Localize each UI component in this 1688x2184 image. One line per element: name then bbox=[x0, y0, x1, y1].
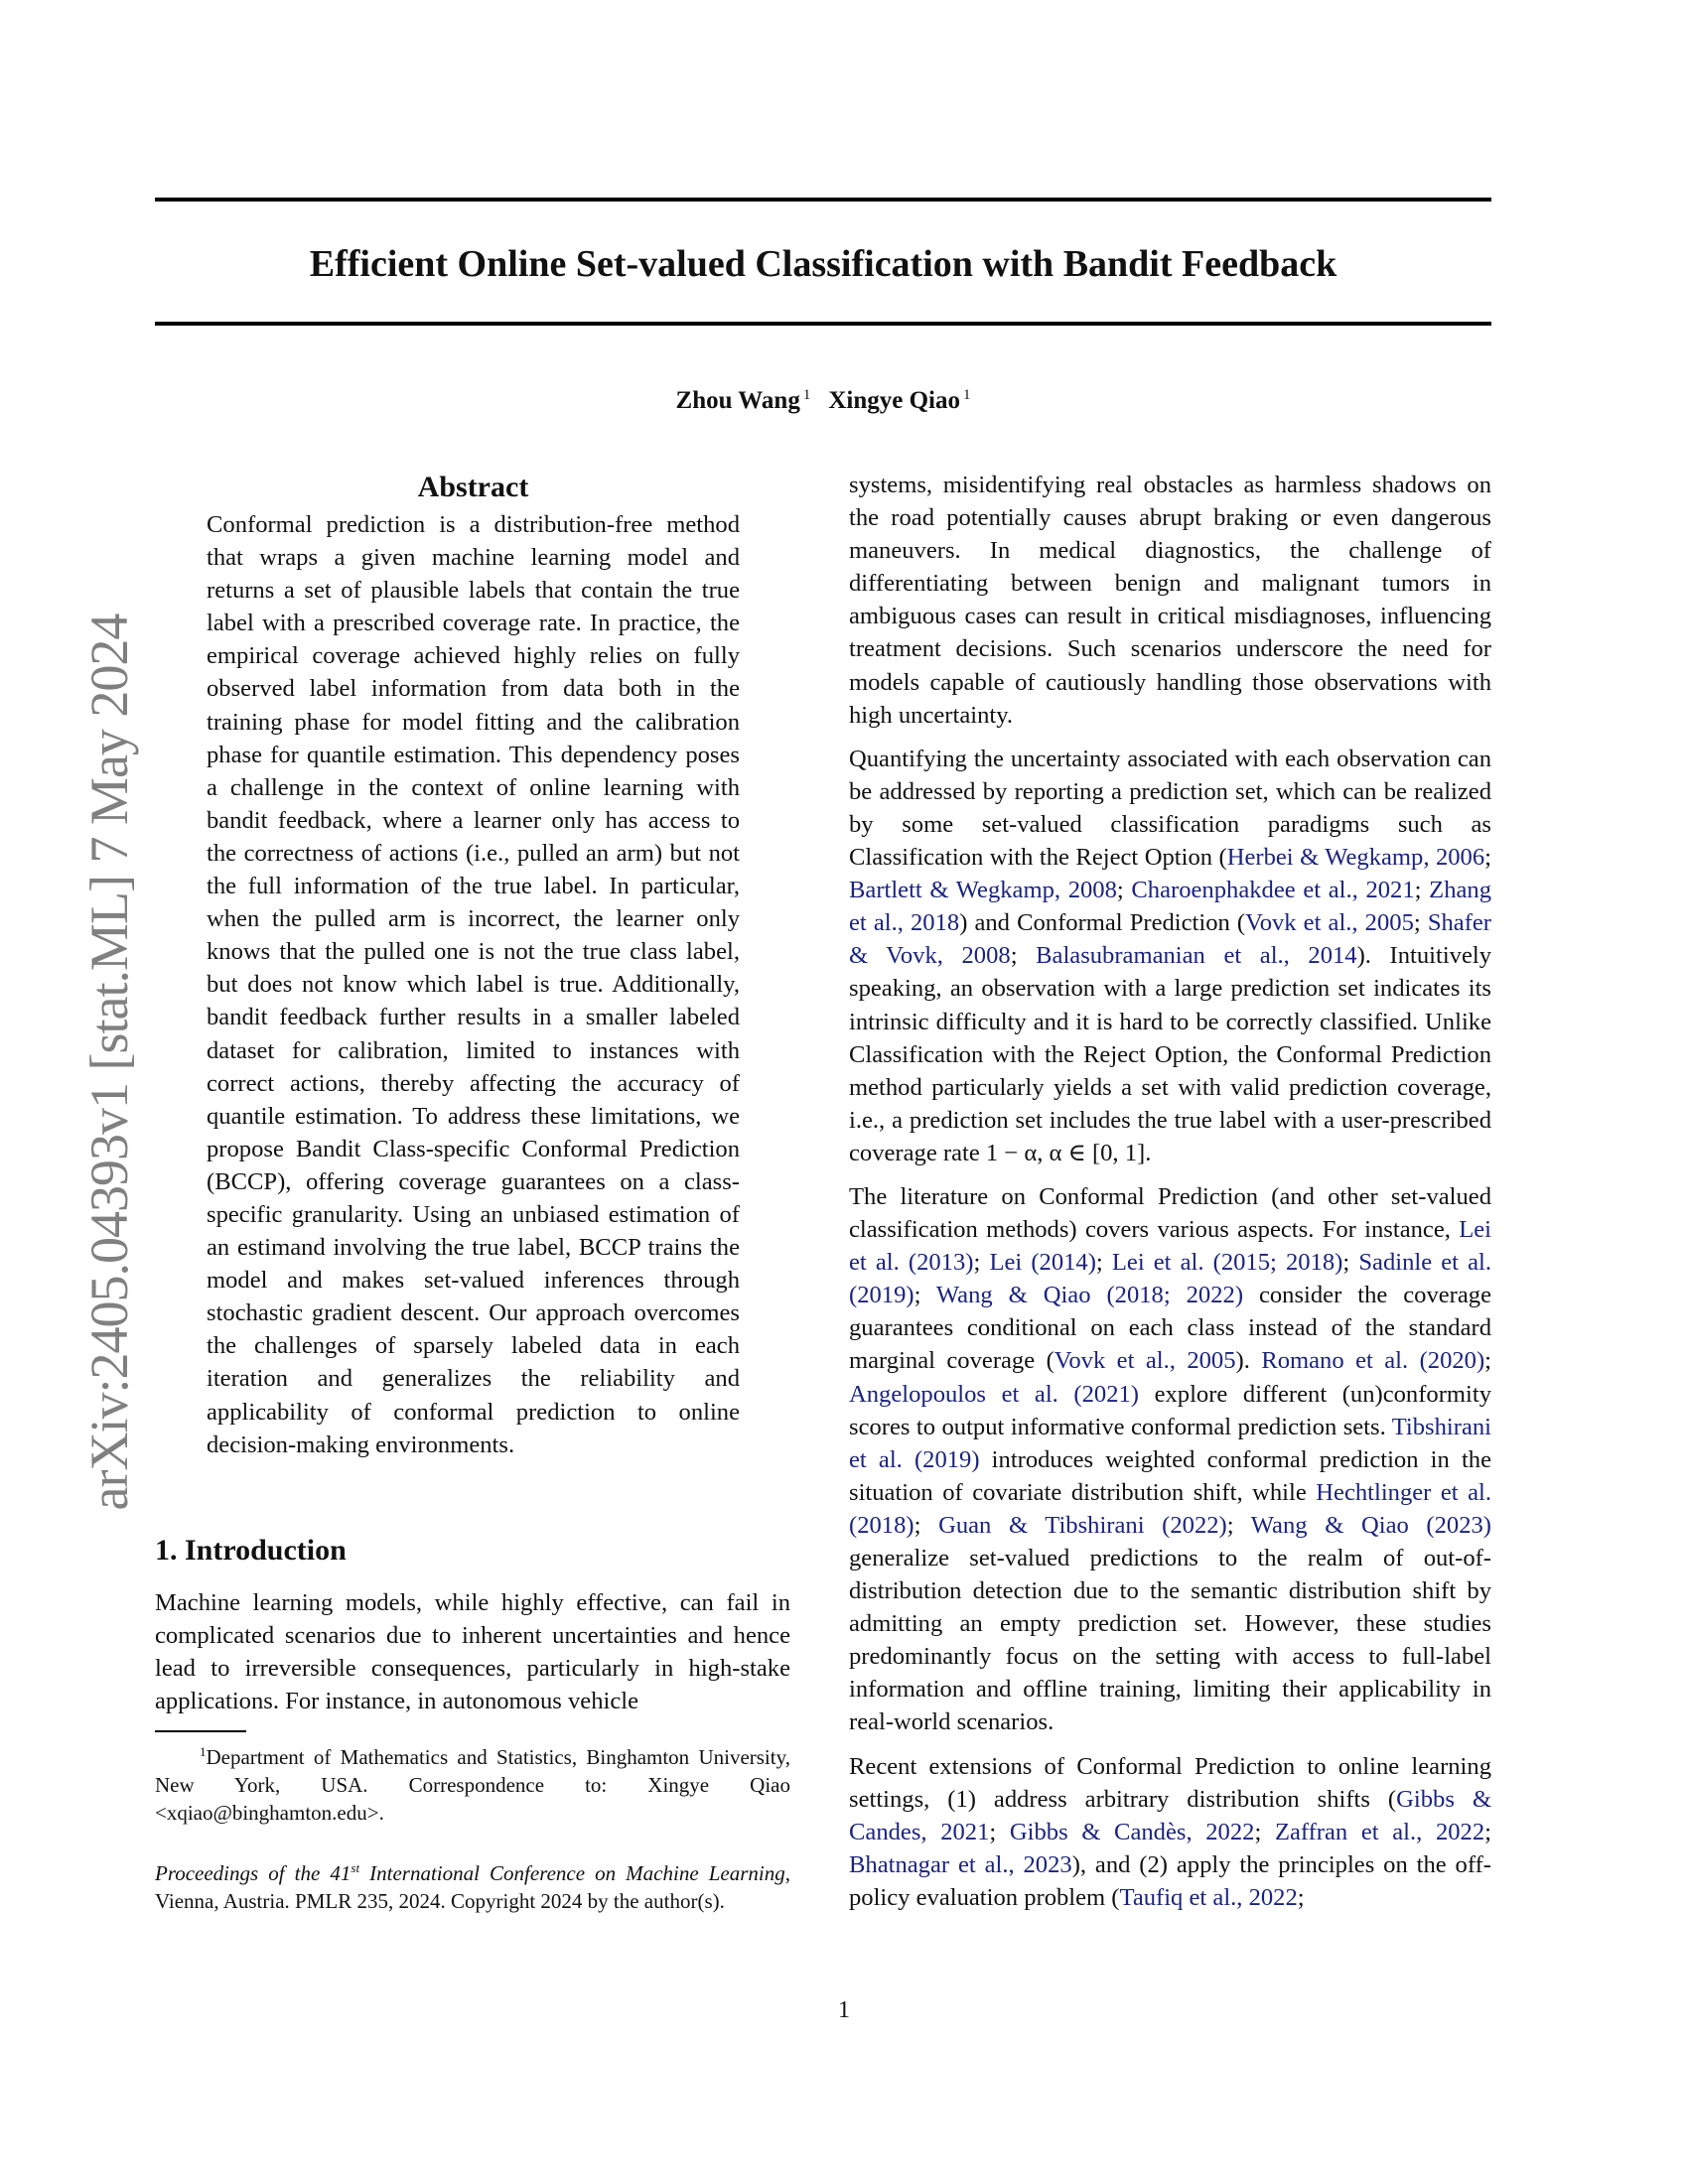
citation-link[interactable]: Gibbs & Candes, 2021 bbox=[849, 1785, 1491, 1845]
citation-link[interactable]: Sadinle et al. (2019) bbox=[849, 1249, 1492, 1309]
citation-link[interactable]: Bhatnagar et al., 2023 bbox=[849, 1850, 1072, 1878]
intro-paragraph-continued: systems, misidentifying real obstacles as harmless shadows on the road potentially causes abrupt braking or even dangerous maneuvers. In medical diagnostics, the challenge of differentiating between benign and malignant tumors in ambiguous cases can result in critical misdiagnoses, influencing treatment decisions. Such scenarios underscore the need for models capable of cautiously handling those observations with high uncertainty. bbox=[849, 472, 1491, 729]
citation-link[interactable]: Wang & Qiao (2018; 2022) bbox=[935, 1282, 1244, 1309]
affiliation-mark: 1 bbox=[962, 387, 971, 403]
arxiv-identifier-stamp: arXiv:2405.04393v1 [stat.ML] 7 May 2024 bbox=[79, 614, 139, 1511]
proceedings-ordinal: 41st bbox=[330, 1859, 360, 1885]
citation-link[interactable]: Bartlett & Wegkamp, 2008 bbox=[849, 877, 1117, 904]
footnote-text: Department of Mathematics and Statistics, Binghamton University, New York, USA. Correspondence to: Xingye Qiao <xqiao@binghamton.edu>. bbox=[155, 1744, 790, 1825]
intro-paragraph: The literature on Conformal Prediction (and other set-valued classification methods) covers various aspects. For instance, Lei et al. (2013); Lei (2014); Lei et al. (2015; 2018); Sadinle et al. (2019); Wang & Qiao (2018; 2022) consider the coverage guarantees conditional on each class instead of the standard marginal coverage (Vovk et al., 2005). Romano et al. (2020); Angelopoulos et al. (2021) explore different (un)conformity scores to output informative conformal prediction sets. Tibshirani et al. (2019) introduces weighted conformal prediction in the situation of covariate distribution shift, while Hechtlinger et al. (2018); Guan & Tibshirani (2022); Wang & Qiao (2023) generalize set-valued predictions to the realm of out-of-distribution detection due to the semantic distribution shift by admitting an empty prediction set. However, these studies predominantly focus on the setting with access to full-label information and offline training, limiting their applicability in real-world scenarios. bbox=[849, 1182, 1492, 1736]
paper-title: Efficient Online Set-valued Classification with Bandit Feedback bbox=[309, 243, 1337, 285]
citation-link[interactable]: Balasubramanian et al., 2014 bbox=[1036, 942, 1357, 970]
author-name: Zhou Wang bbox=[675, 387, 800, 414]
citation-link[interactable]: Vovk et al., 2005 bbox=[1054, 1347, 1236, 1375]
citation-link[interactable]: Lei et al. (2013) bbox=[849, 1216, 1491, 1277]
page-number: 1 bbox=[838, 1997, 850, 2023]
affiliation-mark: 1 bbox=[802, 387, 811, 403]
citation-link[interactable]: Wang & Qiao (2023) bbox=[1250, 1511, 1491, 1539]
citation-link[interactable]: Vovk et al., 2005 bbox=[1245, 909, 1414, 937]
citation-link[interactable]: Zaffran et al., 2022 bbox=[1274, 1818, 1485, 1845]
intro-paragraph: Quantifying the uncertainty associated with each observation can be addressed by reporting a prediction set, which can be realized by some set-valued classification paradigms such as Classification with the Reject Option (Herbei & Wegkamp, 2006; Bartlett & Wegkamp, 2008; Charoenphakdee et al., 2021; Zhang et al., 2018) and Conformal Prediction (Vovk et al., 2005; Shafer & Vovk, 2008; Balasubramanian et al., 2014). Intuitively speaking, an observation with a large prediction set indicates its intrinsic difficulty and it is hard to be correctly classified. Unlike Classification with the Reject Option, the Conformal Prediction method particularly yields a set with valid prediction coverage, i.e., a prediction set includes the true label with a user-prescribed coverage rate 1 − α, α ∈ [0, 1]. bbox=[849, 745, 1492, 1166]
proceedings-rest: , Vienna, Austria. PMLR 235, 2024. Copyright 2024 by the author(s). bbox=[155, 1860, 790, 1913]
citation-link[interactable]: Lei et al. (2015; 2018) bbox=[1111, 1249, 1343, 1277]
title-top-rule bbox=[155, 198, 1491, 202]
citation-link[interactable]: Romano et al. (2020) bbox=[1261, 1347, 1485, 1375]
citation-link[interactable]: Gibbs & Candès, 2022 bbox=[1009, 1818, 1255, 1845]
author-list bbox=[155, 377, 1491, 419]
citation-link[interactable]: Charoenphakdee et al., 2021 bbox=[1131, 877, 1415, 904]
citation-link[interactable]: Guan & Tibshirani (2022) bbox=[938, 1511, 1227, 1539]
abstract-heading: Abstract bbox=[417, 471, 529, 503]
intro-paragraph: Recent extensions of Conformal Prediction to online learning settings, (1) address arbitrary distribution shifts (Gibbs & Candes, 2021; Gibbs & Candès, 2022; Zaffran et al., 2022; Bhatnagar et al., 2023), and (2) apply the principles on the off-policy evaluation problem (Taufiq et al., 2022; bbox=[849, 1752, 1491, 1911]
math-expression: 1 − α, α ∈ [0, 1] bbox=[985, 1139, 1146, 1166]
section-heading-introduction: 1. Introduction bbox=[155, 1533, 347, 1567]
left-column bbox=[155, 469, 790, 1915]
footnote-affiliation bbox=[155, 1738, 790, 1827]
citation-link[interactable]: Angelopoulos et al. (2021) bbox=[849, 1380, 1139, 1408]
citation-link[interactable]: Zhang et al., 2018 bbox=[849, 877, 1492, 937]
citation-link[interactable]: Herbei & Wegkamp, 2006 bbox=[1226, 844, 1485, 872]
footnote-rule bbox=[155, 1730, 246, 1732]
citation-link[interactable]: Lei (2014) bbox=[989, 1249, 1096, 1277]
citation-link[interactable]: Taufiq et al., 2022 bbox=[1119, 1883, 1298, 1911]
author-name: Xingye Qiao bbox=[828, 387, 960, 414]
citation-link[interactable]: Hechtlinger et al. (2018) bbox=[849, 1478, 1492, 1539]
citation-link[interactable]: Tibshirani et al. (2019) bbox=[849, 1413, 1491, 1473]
right-column bbox=[849, 469, 1491, 1925]
proceedings-italic: Proceedings of the bbox=[155, 1860, 331, 1885]
proceedings-note bbox=[155, 1854, 790, 1915]
footnote-mark: 1 bbox=[200, 1743, 207, 1759]
title-bottom-rule bbox=[155, 322, 1491, 326]
proceedings-italic: International Conference on Machine Learning bbox=[359, 1860, 785, 1885]
citation-link[interactable]: Shafer & Vovk, 2008 bbox=[849, 909, 1491, 970]
intro-paragraph: Machine learning models, while highly effective, can fail in complicated scenarios due to inherent uncertainties and hence lead to irreversible consequences, particularly in high-stake applications. For instance, in autonomous vehicle bbox=[155, 1588, 790, 1714]
abstract-body: Conformal prediction is a distribution-free method that wraps a given machine learning model and returns a set of plausible labels that contain the true label with a prescribed coverage rate. In practice, the empirical coverage achieved highly relies on fully observed label information from data both in the training phase for model fitting and the calibration phase for quantile estimation. This dependency poses a challenge in the context of online learning with bandit feedback, where a learner only has access to the correctness of actions (i.e., pulled an arm) but not the full information of the true label. In particular, when the pulled arm is incorrect, the learner only knows that the pulled one is not the true class label, but does not know which label is true. Additionally, bandit feedback further results in a smaller labeled dataset for calibration, limited to instances with correct actions, thereby affecting the accuracy of quantile estimation. To address these limitations, we propose Bandit Class-specific Conformal Prediction (BCCP), offering coverage guarantees on a class-specific granularity. Using an unbiased estimation of an estimand involving the true label, BCCP trains the model and makes set-valued inferences through stochastic gradient descent. Our approach overcomes the challenges of sparsely labeled data in each iteration and generalizes the reliability and applicability of conformal prediction to online decision-making environments. bbox=[207, 511, 740, 1458]
